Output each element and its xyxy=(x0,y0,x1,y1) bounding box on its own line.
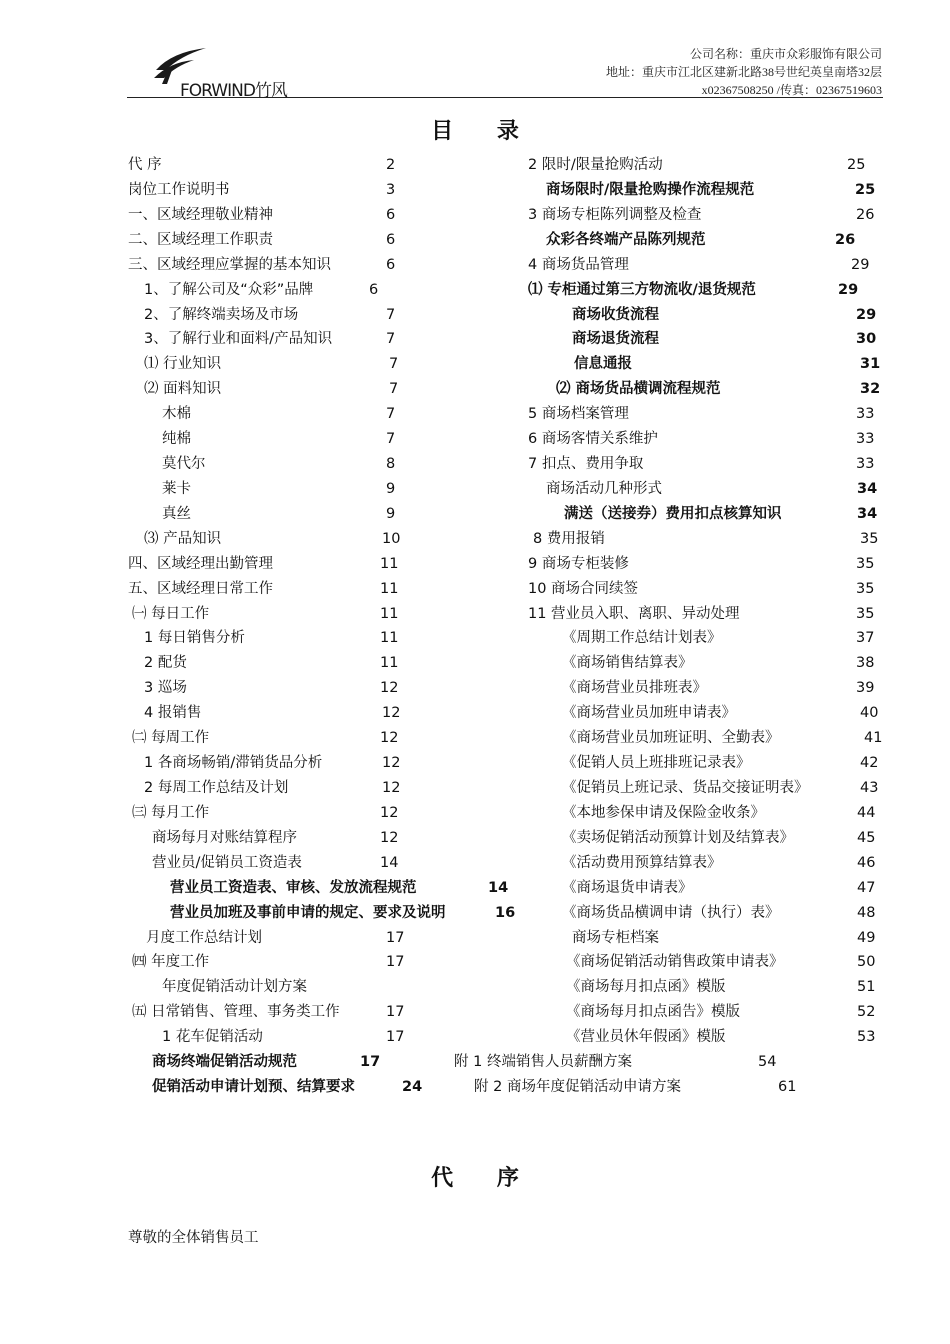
toc-page-number: 30 xyxy=(856,331,877,348)
toc-page-number: 50 xyxy=(857,954,876,971)
toc-entry-right[interactable]: 《商场营业员加班申请表》 xyxy=(562,705,736,722)
toc-entry-right[interactable]: 《商场营业员排班表》 xyxy=(562,680,707,697)
toc-page-number: 29 xyxy=(851,256,870,273)
toc-entry-left[interactable]: 促销活动申请计划预、结算要求 xyxy=(152,1079,355,1096)
toc-entry-left[interactable]: 2 每周工作总结及计划 xyxy=(144,780,289,796)
toc-page-number: 14 xyxy=(488,879,509,896)
toc-page-number: 44 xyxy=(857,804,876,821)
toc-entry-left[interactable]: 莱卡 xyxy=(162,480,191,497)
toc-entry-right[interactable]: 2 限时/限量抢购活动 xyxy=(528,157,663,173)
toc-entry-right[interactable]: 3 商场专柜陈列调整及检查 xyxy=(528,206,702,223)
toc-entry-left[interactable]: 莫代尔 xyxy=(162,456,206,473)
toc-entry-right[interactable]: 9 商场专柜装修 xyxy=(528,555,629,572)
toc-entry-left[interactable]: 1 各商场畅销/滞销货品分析 xyxy=(144,755,323,772)
toc-page-number: 12 xyxy=(382,705,401,722)
toc-entry-left[interactable]: ㈠ 每日工作 xyxy=(132,605,210,622)
toc-entry-right[interactable]: 6 商场客情关系维护 xyxy=(528,431,658,448)
toc-page-number: 35 xyxy=(856,555,875,572)
toc-page-number: 24 xyxy=(402,1079,423,1096)
toc-page-number: 8 xyxy=(386,456,396,473)
toc-page-number: 43 xyxy=(860,780,879,796)
toc-page-number: 12 xyxy=(380,680,399,697)
toc-entry-left[interactable]: 2 配货 xyxy=(144,655,187,672)
toc-page-number: 17 xyxy=(360,1054,381,1071)
toc-entry-right[interactable]: 满送（送接券）费用扣点核算知识 xyxy=(564,505,782,522)
toc-entry-left[interactable]: 营业员/促销员工资造表 xyxy=(152,854,302,871)
section-title: 代 序 xyxy=(431,1166,537,1191)
toc-page-number: 45 xyxy=(857,829,876,846)
toc-entry-right[interactable]: 《商场退货申请表》 xyxy=(562,879,693,896)
toc-page-number: 11 xyxy=(380,630,399,647)
toc-page-number: 3 xyxy=(386,181,396,198)
toc-page-number: 35 xyxy=(856,605,875,622)
toc-entry-left[interactable]: 1 花车促销活动 xyxy=(162,1029,263,1046)
toc-page-number: 17 xyxy=(386,1029,405,1046)
toc-page-number: 25 xyxy=(855,181,876,198)
toc-page-number: 41 xyxy=(864,730,883,747)
toc-entry-left[interactable]: 真丝 xyxy=(162,505,191,522)
toc-entry-right[interactable]: 《活动费用预算结算表》 xyxy=(562,854,722,871)
toc-page-number: 6 xyxy=(386,206,396,223)
toc-title: 目 录 xyxy=(431,119,537,144)
toc-entry-left[interactable]: 营业员工资造表、审核、发放流程规范 xyxy=(170,879,417,896)
toc-page-number: 7 xyxy=(389,381,399,398)
toc-page-number: 32 xyxy=(860,381,881,398)
toc-page-number: 7 xyxy=(386,406,396,423)
toc-entry-left[interactable]: ㈢ 每月工作 xyxy=(132,804,210,821)
toc-page-number: 48 xyxy=(857,904,876,921)
toc-entry-right[interactable]: ⑵ 商场货品横调流程规范 xyxy=(556,381,721,398)
toc-entry-right[interactable]: 5 商场档案管理 xyxy=(528,406,629,423)
toc-entry-left[interactable]: 月度工作总结计划 xyxy=(146,929,262,946)
toc-entry-left[interactable]: 年度促销活动计划方案 xyxy=(162,979,307,996)
toc-entry-left[interactable]: ㈡ 每周工作 xyxy=(132,730,210,747)
toc-entry-right[interactable]: ⑴ 专柜通过第三方物流收/退货规范 xyxy=(528,281,756,298)
toc-entry-right[interactable]: 《卖场促销活动预算计划及结算表》 xyxy=(562,829,794,846)
toc-page-number: 14 xyxy=(380,854,399,871)
toc-entry-left[interactable]: ⑶ 产品知识 xyxy=(144,530,222,547)
toc-entry-right[interactable]: 8 费用报销 xyxy=(533,530,605,547)
toc-page-number: 39 xyxy=(856,680,875,697)
toc-entry-right[interactable]: 商场专柜档案 xyxy=(572,929,659,946)
toc-entry-left[interactable]: ㈣ 年度工作 xyxy=(132,954,210,971)
toc-page-number: 17 xyxy=(386,929,405,946)
toc-entry-left[interactable]: 商场每月对账结算程序 xyxy=(152,829,297,846)
toc-entry-right[interactable]: 7 扣点、费用争取 xyxy=(528,456,644,473)
toc-entry-right[interactable]: 商场收货流程 xyxy=(572,306,659,323)
toc-entry-left[interactable]: ⑴ 行业知识 xyxy=(144,356,222,373)
toc-page-number: 35 xyxy=(856,580,875,597)
toc-page-number: 2 xyxy=(386,157,396,173)
toc-entry-left[interactable]: ㈤ 日常销售、管理、事务类工作 xyxy=(132,1004,340,1021)
toc-entry-left[interactable]: ⑵ 面料知识 xyxy=(144,381,222,398)
toc-entry-right[interactable]: 《本地参保申请及保险金收条》 xyxy=(562,804,765,821)
toc-page-number: 35 xyxy=(860,530,879,547)
company-logo xyxy=(150,44,335,100)
toc-entry-right[interactable]: 商场限时/限量抢购操作流程规范 xyxy=(546,181,755,198)
toc-page-number: 38 xyxy=(856,655,875,672)
toc-page-number: 29 xyxy=(856,306,877,323)
toc-page-number: 12 xyxy=(380,829,399,846)
toc-page-number: 12 xyxy=(380,804,399,821)
toc-entry-left[interactable]: 4 报销售 xyxy=(144,705,202,722)
toc-page-number: 51 xyxy=(857,979,876,996)
toc-entry-left[interactable]: 1、了解公司及“众彩”品牌 xyxy=(144,281,314,298)
toc-page-number: 7 xyxy=(389,356,399,373)
toc-entry-left[interactable]: 纯棉 xyxy=(162,431,191,448)
toc-entry-right[interactable]: 《促销员上班记录、货品交接证明表》 xyxy=(562,780,809,796)
toc-page-number: 10 xyxy=(382,530,401,547)
toc-page-number: 11 xyxy=(380,580,399,597)
toc-entry-right[interactable]: 商场活动几种形式 xyxy=(546,480,662,497)
toc-page-number: 11 xyxy=(380,605,399,622)
toc-entry-right[interactable]: 《商场每月扣点函》模版 xyxy=(566,979,726,996)
toc-page-number: 26 xyxy=(856,206,875,223)
toc-entry-right[interactable]: 商场退货流程 xyxy=(572,331,659,348)
toc-page-number: 33 xyxy=(856,406,875,423)
toc-entry-right[interactable]: 《商场销售结算表》 xyxy=(562,655,693,672)
toc-page-number: 16 xyxy=(495,904,516,921)
toc-page-number: 6 xyxy=(369,281,379,298)
toc-page-number: 9 xyxy=(386,505,396,522)
toc-page-number: 33 xyxy=(856,456,875,473)
toc-page-number: 52 xyxy=(857,1004,876,1021)
toc-page-number: 61 xyxy=(778,1079,797,1096)
toc-entry-left[interactable]: 商场终端促销活动规范 xyxy=(152,1054,297,1071)
toc-entry-right[interactable]: 10 商场合同续签 xyxy=(528,580,639,597)
toc-entry-right[interactable]: 《商场营业员加班证明、全勤表》 xyxy=(562,730,780,747)
toc-entry-right[interactable]: 附 1 终端销售人员薪酬方案 xyxy=(454,1054,632,1071)
toc-entry-left[interactable]: 3、了解行业和面料/产品知识 xyxy=(144,331,333,348)
toc-page-number: 25 xyxy=(847,157,866,173)
toc-page-number: 7 xyxy=(386,331,396,348)
toc-entry-right[interactable]: 《促销人员上班排班记录表》 xyxy=(562,755,751,772)
toc-page-number: 12 xyxy=(382,755,401,772)
toc-page-number: 31 xyxy=(860,356,881,373)
header-divider xyxy=(127,97,883,98)
toc-page-number: 42 xyxy=(860,755,879,772)
toc-page-number: 7 xyxy=(386,306,396,323)
header-phone: x02367508250 /传真：02367519603 xyxy=(701,83,882,97)
toc-page-number: 29 xyxy=(838,281,859,298)
toc-entry-left[interactable]: 1 每日销售分析 xyxy=(144,630,245,647)
toc-entry-left[interactable]: 2、了解终端卖场及市场 xyxy=(144,306,299,323)
toc-page-number: 6 xyxy=(386,256,396,273)
header-address: 地址：重庆市江北区建新北路38号世纪英皇南塔32层 xyxy=(605,65,882,79)
toc-entry-right[interactable]: 《商场货品横调申请（执行）表》 xyxy=(562,904,780,921)
toc-entry-right[interactable]: 《商场促销活动销售政策申请表》 xyxy=(566,954,784,971)
toc-page-number: 12 xyxy=(382,780,401,796)
toc-page-number: 37 xyxy=(856,630,875,647)
toc-entry-left[interactable]: 营业员加班及事前申请的规定、要求及说明 xyxy=(170,904,446,921)
toc-entry-right[interactable]: 信息通报 xyxy=(574,356,632,373)
greeting-text: 尊敬的全体销售员工 xyxy=(128,1230,259,1246)
toc-page-number: 47 xyxy=(857,879,876,896)
toc-entry-left[interactable]: 四、区域经理出勤管理 xyxy=(128,555,273,572)
toc-entry-left[interactable]: 二、区域经理工作职责 xyxy=(128,231,273,248)
toc-entry-left[interactable]: 五、区域经理日常工作 xyxy=(128,580,273,597)
toc-page-number: 34 xyxy=(857,480,878,497)
toc-entry-right[interactable]: 《商场每月扣点函告》模版 xyxy=(566,1004,740,1021)
toc-page-number: 33 xyxy=(856,431,875,448)
toc-page-number: 17 xyxy=(386,954,405,971)
toc-entry-right[interactable]: 《营业员休年假函》模版 xyxy=(566,1029,726,1046)
toc-entry-left[interactable]: 一、区域经理敬业精神 xyxy=(128,206,273,223)
toc-page-number: 11 xyxy=(380,655,399,672)
toc-page-number: 17 xyxy=(386,1004,405,1021)
toc-page-number: 11 xyxy=(380,555,399,572)
toc-entry-right[interactable]: 11 营业员入职、离职、异动处理 xyxy=(528,605,740,622)
toc-entry-left[interactable]: 3 巡场 xyxy=(144,680,187,697)
toc-page-number: 49 xyxy=(857,929,876,946)
toc-page-number: 40 xyxy=(860,705,879,722)
toc-entry-left[interactable]: 木棉 xyxy=(162,406,191,423)
toc-page-number: 7 xyxy=(386,431,396,448)
toc-page-number: 9 xyxy=(386,480,396,497)
header-company: 公司名称：重庆市众彩服饰有限公司 xyxy=(689,47,882,61)
toc-entry-left[interactable]: 岗位工作说明书 xyxy=(128,181,230,198)
toc-page-number: 34 xyxy=(857,505,878,522)
toc-page-number: 46 xyxy=(857,854,876,871)
toc-page-number: 6 xyxy=(386,231,396,248)
logo-text: FORWIND竹风 xyxy=(180,81,287,101)
toc-page-number: 53 xyxy=(857,1029,876,1046)
toc-entry-right[interactable]: 附 2 商场年度促销活动申请方案 xyxy=(474,1079,681,1096)
toc-page-number: 12 xyxy=(380,730,399,747)
toc-entry-right[interactable]: 4 商场货品管理 xyxy=(528,256,629,273)
toc-entry-right[interactable]: 《周期工作总结计划表》 xyxy=(562,630,722,647)
toc-entry-right[interactable]: 众彩各终端产品陈列规范 xyxy=(546,231,706,248)
toc-entry-left[interactable]: 三、区域经理应掌握的基本知识 xyxy=(128,256,331,273)
toc-page-number: 26 xyxy=(835,231,856,248)
toc-page-number: 54 xyxy=(758,1054,777,1071)
toc-entry-left[interactable]: 代 序 xyxy=(128,157,162,173)
